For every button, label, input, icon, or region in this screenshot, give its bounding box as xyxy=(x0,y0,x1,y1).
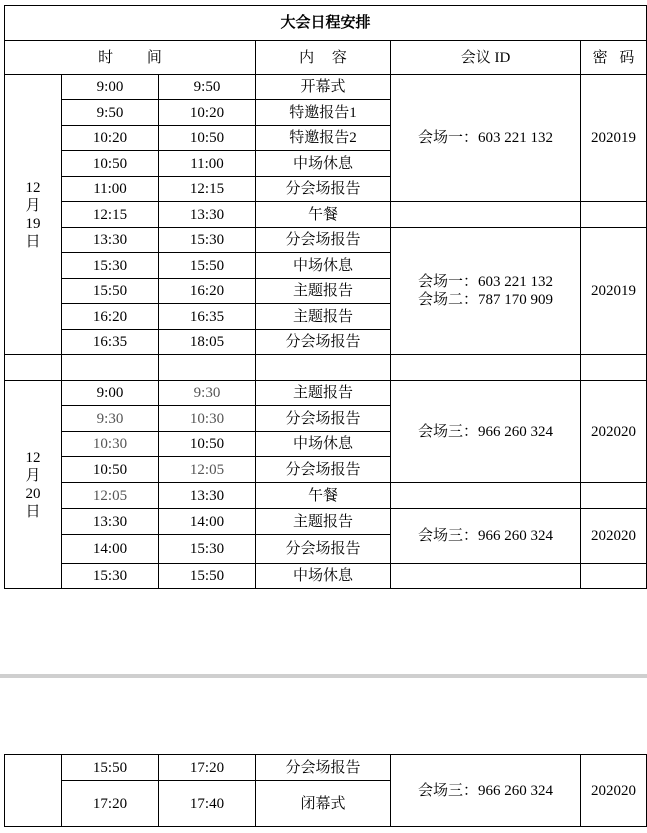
meeting-id-cell: 会场一：603 221 132 会场二：787 170 909 xyxy=(391,228,581,355)
meeting-id-cell: 会场三：966 260 324 xyxy=(391,509,581,564)
date-cell-day1: 12 月 19 日 xyxy=(5,75,62,355)
session-content: 主题报告 xyxy=(256,509,391,535)
table-row xyxy=(5,202,647,228)
session-content: 分会场报告 xyxy=(256,457,391,483)
end-time: 17:20 xyxy=(159,755,256,781)
meeting-id-cell: 会场三：966 260 324 xyxy=(391,755,581,827)
session-content: 中场休息 xyxy=(256,432,391,457)
start-time: 10:50 xyxy=(62,457,159,483)
start-time: 9:00 xyxy=(62,75,159,100)
date-cell-day2: 12 月 20 日 xyxy=(5,381,62,589)
start-time: 15:30 xyxy=(62,253,159,279)
end-time: 10:50 xyxy=(159,432,256,457)
end-time: 9:30 xyxy=(159,381,256,406)
table-row xyxy=(5,755,647,781)
session-content: 主题报告 xyxy=(256,279,391,304)
session-content: 中场休息 xyxy=(256,151,391,177)
start-time: 12:15 xyxy=(62,202,159,228)
session-content: 分会场报告 xyxy=(256,177,391,202)
start-time: 16:20 xyxy=(62,304,159,330)
end-time: 13:30 xyxy=(159,483,256,509)
session-content: 特邀报告2 xyxy=(256,126,391,151)
table-row xyxy=(5,564,647,589)
end-time: 11:00 xyxy=(159,151,256,177)
meeting-id-cell: 会场三：966 260 324 xyxy=(391,381,581,483)
end-time: 14:00 xyxy=(159,509,256,535)
start-time: 11:00 xyxy=(62,177,159,202)
session-content: 中场休息 xyxy=(256,564,391,589)
header-time: 时 间 xyxy=(5,41,256,75)
start-time: 9:50 xyxy=(62,100,159,126)
end-time: 16:35 xyxy=(159,304,256,330)
date-cell-empty xyxy=(5,755,62,827)
session-content: 开幕式 xyxy=(256,75,391,100)
session-content: 午餐 xyxy=(256,202,391,228)
end-time: 15:50 xyxy=(159,564,256,589)
end-time: 9:50 xyxy=(159,75,256,100)
page-separator xyxy=(0,674,647,678)
session-content: 分会场报告 xyxy=(256,330,391,355)
empty-cell xyxy=(391,483,581,509)
start-time: 9:00 xyxy=(62,381,159,406)
spacer-row xyxy=(5,355,647,381)
end-time: 15:30 xyxy=(159,228,256,253)
session-content: 分会场报告 xyxy=(256,406,391,432)
header-content: 内 容 xyxy=(256,41,391,75)
start-time: 12:05 xyxy=(62,483,159,509)
table-title: 大会日程安排 xyxy=(5,6,647,41)
empty-cell xyxy=(391,202,581,228)
end-time: 15:50 xyxy=(159,253,256,279)
table-row xyxy=(5,483,647,509)
end-time: 10:50 xyxy=(159,126,256,151)
end-time: 16:20 xyxy=(159,279,256,304)
session-content: 闭幕式 xyxy=(256,781,391,827)
start-time: 10:30 xyxy=(62,432,159,457)
password-cell: 202019 xyxy=(581,228,647,355)
session-content: 主题报告 xyxy=(256,381,391,406)
password-cell: 202019 xyxy=(581,75,647,202)
end-time: 17:40 xyxy=(159,781,256,827)
password-cell: 202020 xyxy=(581,381,647,483)
meeting-id-cell: 会场一：603 221 132 xyxy=(391,75,581,202)
table-row xyxy=(5,75,647,100)
schedule-table xyxy=(4,5,647,589)
empty-cell xyxy=(581,564,647,589)
session-content: 中场休息 xyxy=(256,253,391,279)
session-content: 特邀报告1 xyxy=(256,100,391,126)
session-content: 午餐 xyxy=(256,483,391,509)
session-content: 主题报告 xyxy=(256,304,391,330)
end-time: 12:15 xyxy=(159,177,256,202)
header-password: 密 码 xyxy=(581,41,647,75)
start-time: 15:30 xyxy=(62,564,159,589)
end-time: 10:20 xyxy=(159,100,256,126)
start-time: 17:20 xyxy=(62,781,159,827)
end-time: 15:30 xyxy=(159,535,256,564)
session-content: 分会场报告 xyxy=(256,228,391,253)
table-row xyxy=(5,509,647,535)
empty-cell xyxy=(581,202,647,228)
start-time: 15:50 xyxy=(62,279,159,304)
start-time: 16:35 xyxy=(62,330,159,355)
header-meeting-id: 会议 ID xyxy=(391,41,581,75)
start-time: 14:00 xyxy=(62,535,159,564)
start-time: 9:30 xyxy=(62,406,159,432)
table-row xyxy=(5,228,647,253)
start-time: 10:50 xyxy=(62,151,159,177)
empty-cell xyxy=(391,564,581,589)
end-time: 12:05 xyxy=(159,457,256,483)
start-time: 13:30 xyxy=(62,509,159,535)
schedule-table-continued xyxy=(4,754,647,827)
empty-cell xyxy=(581,483,647,509)
session-content: 分会场报告 xyxy=(256,535,391,564)
password-cell: 202020 xyxy=(581,755,647,827)
session-content: 分会场报告 xyxy=(256,755,391,781)
table-row xyxy=(5,381,647,406)
end-time: 13:30 xyxy=(159,202,256,228)
end-time: 10:30 xyxy=(159,406,256,432)
end-time: 18:05 xyxy=(159,330,256,355)
password-cell: 202020 xyxy=(581,509,647,564)
start-time: 10:20 xyxy=(62,126,159,151)
start-time: 15:50 xyxy=(62,755,159,781)
start-time: 13:30 xyxy=(62,228,159,253)
